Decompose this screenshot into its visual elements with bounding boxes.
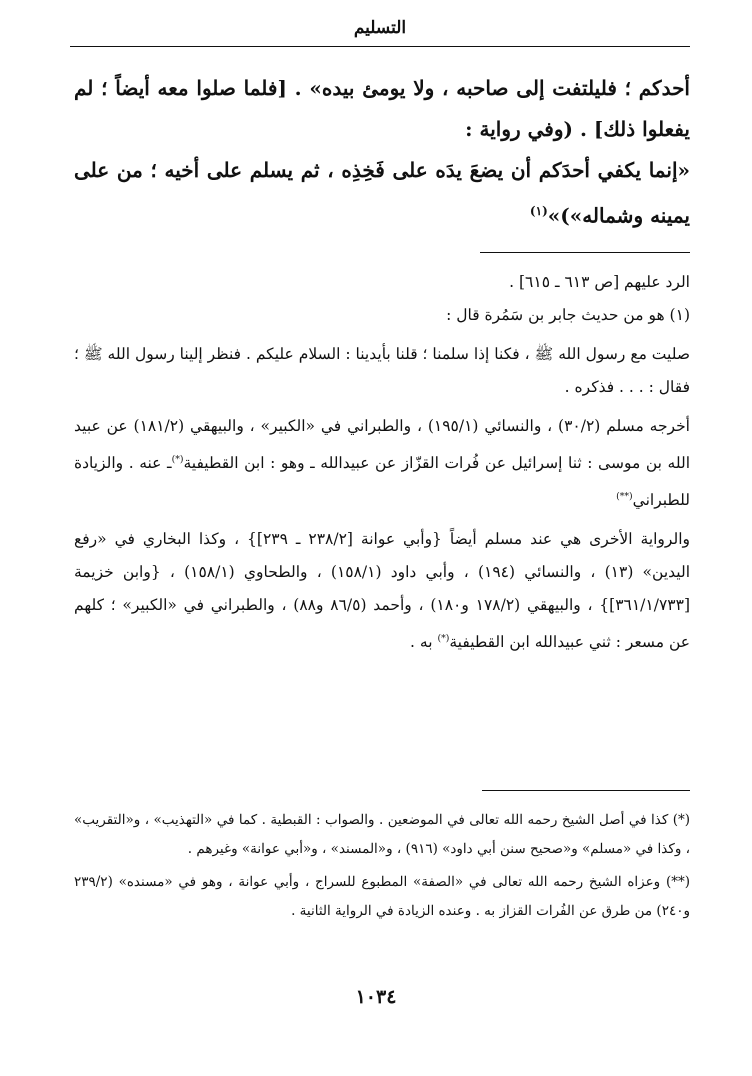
note-line-0: الرد عليهم [ص ٦١٣ ـ ٦١٥] . xyxy=(509,273,690,291)
note-line-1: (١) هو من حديث جابر بن سَمُرة قال : xyxy=(446,306,690,324)
note-paragraph-3-text-b: ـ عنه . والزيادة للطبراني xyxy=(74,454,690,510)
main-text xyxy=(74,68,690,237)
main-paragraph-1: أحدكم ؛ فليلتفت إلى صاحبه ، ولا يومئ بيده» . [فلما صلوا معه أيضاً ؛ لم يفعلوا ذلك] . (وفي رواية : xyxy=(74,76,690,141)
note-paragraph-4-text-b: به . xyxy=(410,633,433,652)
main-paragraph-2 xyxy=(74,150,690,237)
page-number: ١٠٣٤ xyxy=(355,986,397,1008)
note-paragraph-4 xyxy=(74,523,690,659)
note-paragraph-4-text-a: والرواية الأخرى هي عند مسلم أيضاً {وأبي عوانة [٢٣٨/٢ ـ ٢٣٩]} ، وكذا البخاري في «رفع اليدين» (١٣) ، والنسائي (١٩٤) ، وأبي داود (١٥٨/١) ، والطحاوي (١٥٨/١) ، {وابن خزيمة [٣٦١/١/٧٣٣]} ، والبيهقي (١٧٨/٢ و١٨٠) ، وأحمد (٨٦/٥ و٨٨) ، والطبراني في «الكبير» ؛ كلهم عن مسعر : ثني عبيدالله ابن القطيفية xyxy=(74,530,690,652)
note-paragraph-3-text-a: أخرجه مسلم (٣٠/٢) ، والنسائي (١٩٥/١) ، والطبراني في «الكبير» ، والبيهقي (١٨١/٢) عن عبيد الله بن موسى : ثنا إسرائيل عن فُرات القزّاز عن عبيدالله ـ وهو : ابن القطيفية xyxy=(74,417,690,473)
footnote-separator-lower xyxy=(482,790,690,791)
running-header: التسليم xyxy=(353,18,407,38)
note-ref-star-2: (*) xyxy=(437,633,450,645)
header-rule xyxy=(70,46,690,47)
footnote-separator-upper xyxy=(480,252,690,253)
note-paragraph-3 xyxy=(74,410,690,517)
main-paragraph-2-text: «إنما يكفي أحدَكم أن يضعَ يدَه على فَخِذِه ، ثم يسلم على أخيه ؛ من على يمينه وشماله»)» xyxy=(74,158,690,228)
footnote-star: (*) كذا في أصل الشيخ رحمه الله تعالى في الموضعين . والصواب : القبطية . كما في «التهذيب» ، و«التقريب» ، وكذا في «مسلم» و«صحيح سنن أبي داود» (٩١٦) ، و«المسند» ، و«أبي عوانة» وغيرهم . xyxy=(74,812,690,857)
footnotes-block xyxy=(74,806,690,930)
notes-block xyxy=(74,266,690,665)
footnote-ref-1: (١) xyxy=(529,204,548,218)
note-ref-double-star: (**) xyxy=(616,491,633,503)
note-ref-star: (*) xyxy=(171,454,184,465)
footnote-double-star: (**) وعزاه الشيخ رحمه الله تعالى في «الصفة» المطبوع للسراج ، وأبي عوانة ، وهو في «مسنده» (٢٣٩/٢ و٢٤٠) من طرق عن الفُرات القزاز به . وعنده الزيادة في الرواية الثانية . xyxy=(74,874,690,919)
note-paragraph-2: صليت مع رسول الله ﷺ ، فكنا إذا سلمنا ؛ قلنا بأيدينا : السلام عليكم . فنظر إلينا رسول الله ﷺ ؛ فقال : . . . فذكره . xyxy=(74,345,690,396)
